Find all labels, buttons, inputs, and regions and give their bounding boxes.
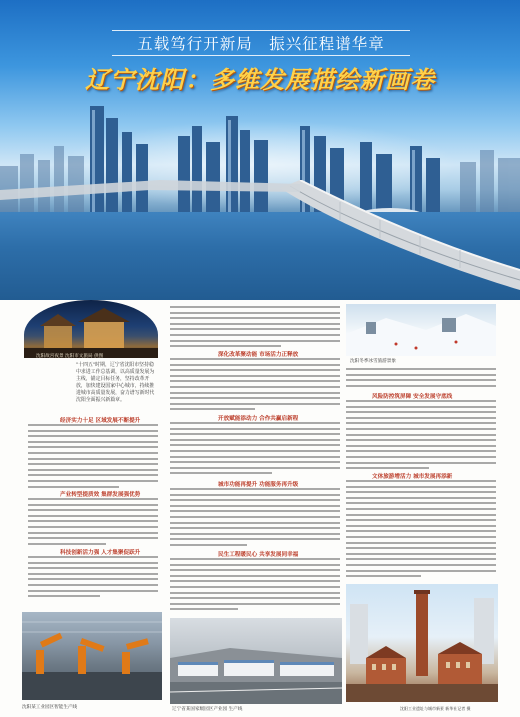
section-2-text [28, 498, 158, 548]
factory-robot-photo [22, 612, 162, 700]
section-1-text [28, 424, 158, 491]
section-head-4: 深化改革聚动能 市场活力正释放 [218, 352, 299, 358]
middle-intro-text [170, 306, 340, 351]
caption-factory: 沈阳某工业园区智能生产线 [22, 705, 78, 710]
section-head-6: 城市功能再提升 功能服务再升级 [218, 482, 299, 488]
article-body [0, 300, 520, 717]
heritage-chimney-photo [346, 584, 498, 702]
slogan-box [112, 30, 410, 56]
section-head-8: 风险防控筑屏障 安全发展守底线 [372, 394, 453, 400]
banner-headline-area [0, 0, 520, 94]
section-4-text [170, 358, 340, 414]
section-head-5: 开放赋能添动力 合作共赢启新程 [218, 416, 299, 422]
intro-quote: "十四五"时期，辽宁省沈阳市坚持稳中求进工作总基调，以高质量发展为主线，锚定目标任务，坚持改革开放，加快建设国家中心城市，持续推进城市高质量发展，奋力谱写新时代沈阳全面振兴新篇章。 [76, 362, 155, 403]
banner-cityscape-photo [0, 0, 520, 300]
section-8-text [346, 400, 496, 473]
section-7-text [170, 558, 340, 614]
section-head-2: 产业转型提质效 集群发展强优势 [60, 492, 141, 498]
section-head-3: 科技创新活力强 人才集聚促跃升 [60, 550, 141, 556]
caption-heritage: 沈阳工业遗址与城市新景 新华社记者 摄 [400, 706, 471, 711]
snow-tourism-photo [346, 304, 496, 356]
page-title: 辽宁沈阳：多维发展描绘新画卷 [85, 66, 435, 94]
caption-industrial-park: 辽宁省某国家级园区产业园 生产线 [172, 707, 243, 712]
slogan-text: 五载笃行开新局 振兴征程谱华章 [137, 35, 385, 53]
caption-snow: 沈阳冬季冰雪旅游景象 [350, 359, 396, 364]
section-head-1: 经济实力十足 区域发展不断提升 [60, 418, 141, 424]
bridge-graphic [0, 180, 520, 300]
section-5-text [170, 422, 340, 478]
section-3-text [28, 556, 158, 601]
section-head-9: 文体旅游增活力 城市发展再添新 [372, 474, 453, 480]
section-6-text [170, 488, 340, 550]
industrial-park-photo [170, 618, 342, 704]
caption-palace: 沈阳故宫夜景 沈阳市文旅局 供图 [36, 354, 104, 359]
palace-night-photo [24, 300, 158, 358]
section-head-7: 民生工程暖民心 共享发展同幸福 [218, 552, 299, 558]
section-9-text [346, 480, 496, 581]
right-upper-text [346, 368, 496, 390]
